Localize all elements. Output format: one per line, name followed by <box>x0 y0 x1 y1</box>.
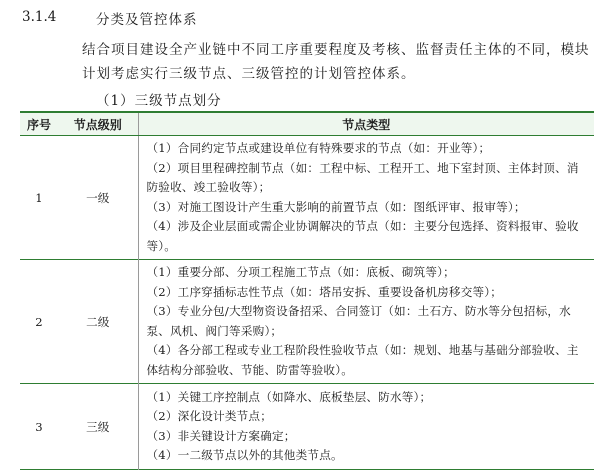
section-title: 分类及管控体系 <box>96 12 198 28</box>
list-item: （4）涉及企业层面或需企业协调解决的节点（如：主要分包选择、资料报审、验收等）。 <box>146 219 579 253</box>
list-item: （2）工序穿插标志性节点（如：塔吊安拆、重要设备机房移交等）； <box>146 284 503 299</box>
row-level: 一级 <box>58 136 138 260</box>
section-number: 3.1.4 <box>22 9 57 25</box>
subheading: （1）三级节点划分 <box>96 93 222 109</box>
list-item: （1）重要分部、分项工程施工节点（如：底板、砌筑等）； <box>146 265 455 279</box>
intro-paragraph: 结合项目建设全产业链中不同工序重要程度及考核、监督责任主体的不同，模块计划考虑实行三级节点、三级管控的计划管控体系。 <box>82 42 590 82</box>
row-items <box>138 136 594 260</box>
header-no: 序号 <box>20 112 58 136</box>
row-level: 二级 <box>58 260 138 384</box>
list-item: （3）专业分包/大型物资设备招采、合同签订（如：土石方、防水等分包招标，水泵、风机、阀门等采购）； <box>146 304 571 338</box>
table-header-row <box>20 112 594 136</box>
list-item: （3）对施工图设计产生重大影响的前置节点（如：图纸评审、报审等）； <box>146 199 526 214</box>
list-item: （4）各分部工程或专业工程阶段性验收节点（如：规划、地基与基础分部验收、主体结构分部验收、节能、防雷等验收）。 <box>146 343 579 377</box>
list-item: （4）一二级节点以外的其他类节点。 <box>146 448 343 462</box>
row-number: 2 <box>35 314 43 329</box>
row-items <box>138 260 594 384</box>
list-item: （3）非关键设计方案确定； <box>146 428 296 443</box>
row-number: 3 <box>35 419 43 434</box>
table-row <box>20 384 594 470</box>
row-level: 三级 <box>58 384 138 470</box>
row-number: 1 <box>35 190 43 205</box>
node-classification-table <box>20 111 594 470</box>
list-item: （2）深化设计类节点； <box>146 409 273 423</box>
list-item: （1）合同约定节点或建设单位有特殊要求的节点（如：开业等）； <box>146 141 491 155</box>
list-item: （1）关键工序控制点（如降水、底板垫层、防水等）； <box>146 389 432 404</box>
table-row <box>20 260 594 384</box>
header-type: 节点类型 <box>138 112 594 136</box>
header-level: 节点级别 <box>58 112 138 136</box>
list-item: （2）项目里程碑控制节点（如：工程中标、工程开工、地下室封顶、主体封顶、消防验收、竣工验收等）； <box>146 160 579 194</box>
table-row <box>20 136 594 260</box>
row-items <box>138 384 594 470</box>
